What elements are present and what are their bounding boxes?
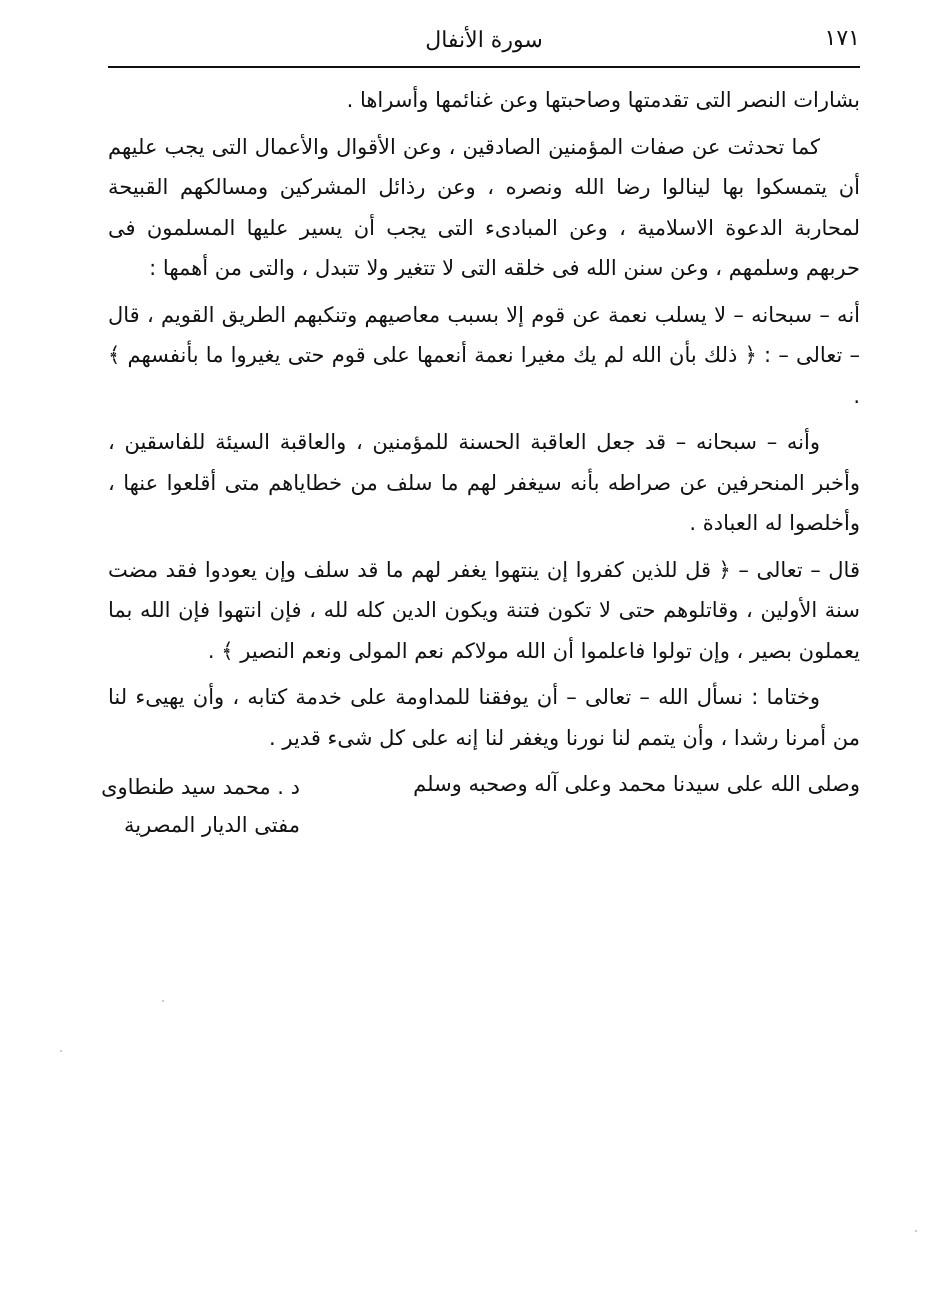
signature-block	[100, 768, 300, 844]
paragraph-intro: بشارات النصر التى تقدمتها وصاحبتها وعن غنائمها وأسراها .	[346, 88, 860, 112]
surah-title: سورة الأنفال	[425, 28, 543, 53]
signature-name: د . محمد سيد طنطاوى	[101, 775, 300, 799]
page-header	[108, 18, 860, 64]
paragraph-salutation: وصلى الله على سيدنا محمد وعلى آله وصحبه وسلم	[413, 772, 860, 796]
paragraph-good-outcome: وأنه – سبحانه – قد جعل العاقبة الحسنة للمؤمنين ، والعاقبة السيئة للفاسقين ، وأخبر المنحرفين عن صراطه بأنه سيغفر لهم ما سلف من خطاياهم متى أقلعوا عنها ، وأخلصوا له العبادة .	[108, 430, 860, 535]
header-rule	[108, 66, 860, 68]
scan-speck	[915, 1230, 917, 1232]
scan-speck	[162, 1000, 164, 1002]
paragraph-attributes: كما تحدثت عن صفات المؤمنين الصادقين ، وعن الأقوال والأعمال التى يجب عليهم أن يتمسكوا بها لينالوا رضا الله ونصره ، وعن رذائل المشركين ومسالكهم القبيحة لمحاربة الدعوة الاسلامية ، وعن المبادىء التى يجب أن يسير عليها المسلمون فى حربهم وسلمهم ، وعن سنن الله فى خلقه التى لا تتغير ولا تتبدل ، والتى من أهمها :	[108, 134, 860, 280]
signature-title: مفتى الديار المصرية	[124, 813, 300, 837]
page-number: ١٧١	[824, 26, 860, 51]
body-text	[108, 80, 860, 805]
scan-speck	[60, 1050, 62, 1052]
paragraph-quran-verse: قال – تعالى – ﴿ قل للذين كفروا إن ينتهوا يغفر لهم ما قد سلف وإن يعودوا فقد مضت سنة الأولين ، وقاتلوهم حتى لا تكون فتنة ويكون الدين كله لله ، فإن انتهوا فإن الله بما يعملون بصير ، وإن تولوا فاعلموا أن الله مولاكم نعم المولى ونعم النصير ﴾ .	[108, 557, 860, 663]
paragraph-closing: وختاما : نسأل الله – تعالى – أن يوفقنا للمداومة على خدمة كتابه ، وأن يهيىء لنا من أمرنا رشدا ، وأن يتمم لنا نورنا ويغفر لنا إنه على كل شىء قدير .	[108, 685, 860, 750]
paragraph-blessing-removal: أنه – سبحانه – لا يسلب نعمة عن قوم إلا بسبب معاصيهم وتنكبهم الطريق القويم ، قال – تعالى – : ﴿ ذلك بأن الله لم يك مغيرا نعمة أنعمها على قوم حتى يغيروا ما بأنفسهم ﴾ .	[108, 302, 860, 408]
